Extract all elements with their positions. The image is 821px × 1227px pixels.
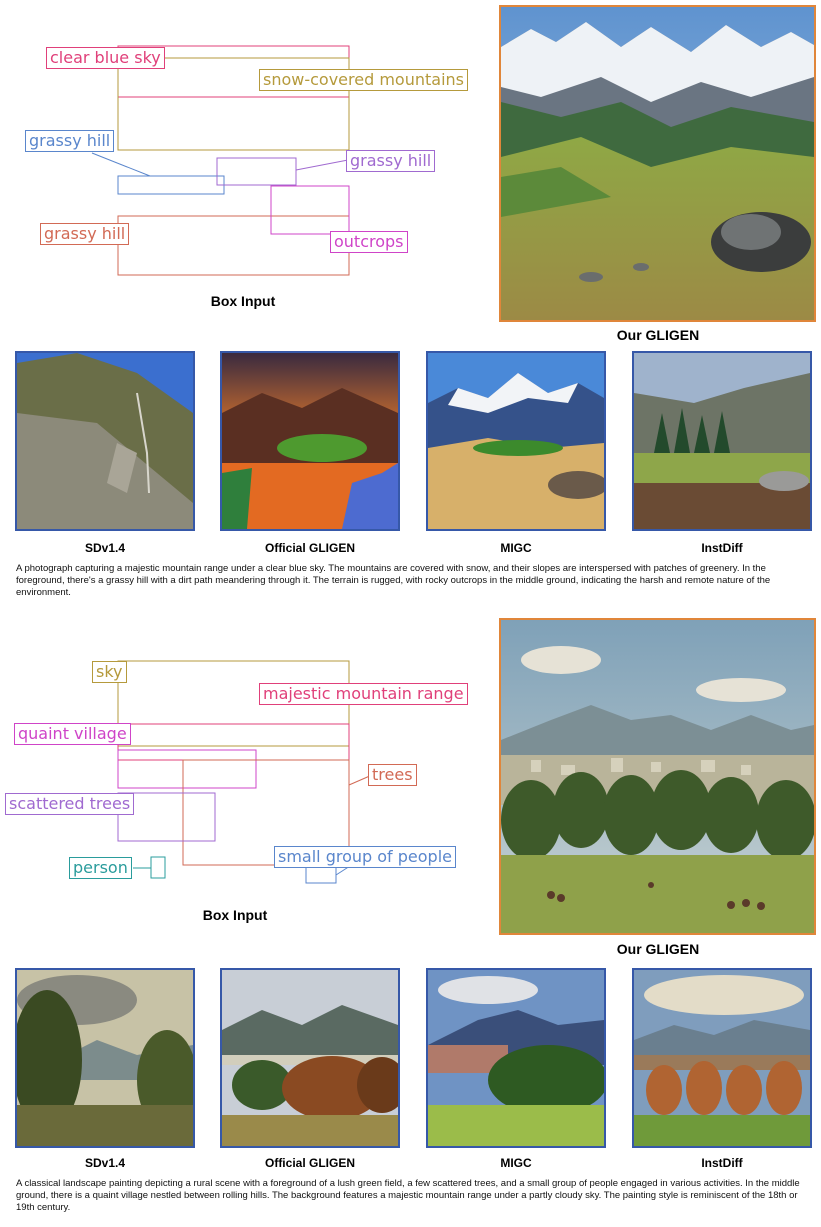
prompt-text-2: A classical landscape painting depicting a rural scene with a foreground of a lush green field, a few scattered trees, and a small group of people engaged in various activities. In the middle ground, there is a quaint village nestled between rolling hills. The background features a majestic mountain range under a partly cloudy sky. The painting style is reminiscent of the 18th or 19th century. [16, 1178, 800, 1213]
our-gligen-image-2 [499, 618, 816, 935]
migc-image-1 [426, 351, 606, 531]
sdv14-image-1 [15, 351, 195, 531]
label-snow-covered-mountains: snow-covered mountains [259, 69, 468, 91]
migc-caption-1: MIGC [500, 541, 532, 555]
sdv14-image-2 [15, 968, 195, 1148]
label-trees: trees [368, 764, 417, 786]
prompt-text-1: A photograph capturing a majestic mountain range under a clear blue sky. The mountains are covered with snow, and their slopes are interspersed with patches of greenery. In the foreground, there's a grassy hill with a dirt path meandering through it. The terrain is rugged, with rocky outcrops in the middle ground, indicating the harsh and remote nature of the environment. [16, 563, 771, 598]
label-outcrops: outcrops [330, 231, 408, 253]
label-grassy-hill-red: grassy hill [40, 223, 129, 245]
our-gligen-image-1 [499, 5, 816, 322]
label-sky: sky [92, 661, 127, 683]
box-input-caption-1: Box Input [210, 293, 276, 309]
label-grassy-hill-purple: grassy hill [346, 150, 435, 172]
migc-caption-2: MIGC [500, 1156, 532, 1170]
instdiff-image-2 [632, 968, 812, 1148]
label-small-group-of-people: small group of people [274, 846, 456, 868]
label-quaint-village: quaint village [14, 723, 131, 745]
instdiff-caption-1: InstDiff [701, 541, 743, 555]
our-gligen-caption-2: Our GLIGEN [616, 941, 700, 957]
migc-image-2 [426, 968, 606, 1148]
official-gligen-caption-2: Official GLIGEN [264, 1156, 355, 1170]
official-gligen-caption-1: Official GLIGEN [264, 541, 355, 555]
label-grassy-hill-blue: grassy hill [25, 130, 114, 152]
box-input-caption-2: Box Input [202, 907, 268, 923]
label-majestic-mountain-range: majestic mountain range [259, 683, 468, 705]
label-scattered-trees: scattered trees [5, 793, 134, 815]
sdv14-caption-1: SDv1.4 [84, 541, 126, 555]
our-gligen-caption-1: Our GLIGEN [616, 327, 700, 343]
label-clear-blue-sky: clear blue sky [46, 47, 165, 69]
sdv14-caption-2: SDv1.4 [84, 1156, 126, 1170]
official-gligen-image-2 [220, 968, 400, 1148]
instdiff-image-1 [632, 351, 812, 531]
label-person: person [69, 857, 132, 879]
instdiff-caption-2: InstDiff [701, 1156, 743, 1170]
official-gligen-image-1 [220, 351, 400, 531]
